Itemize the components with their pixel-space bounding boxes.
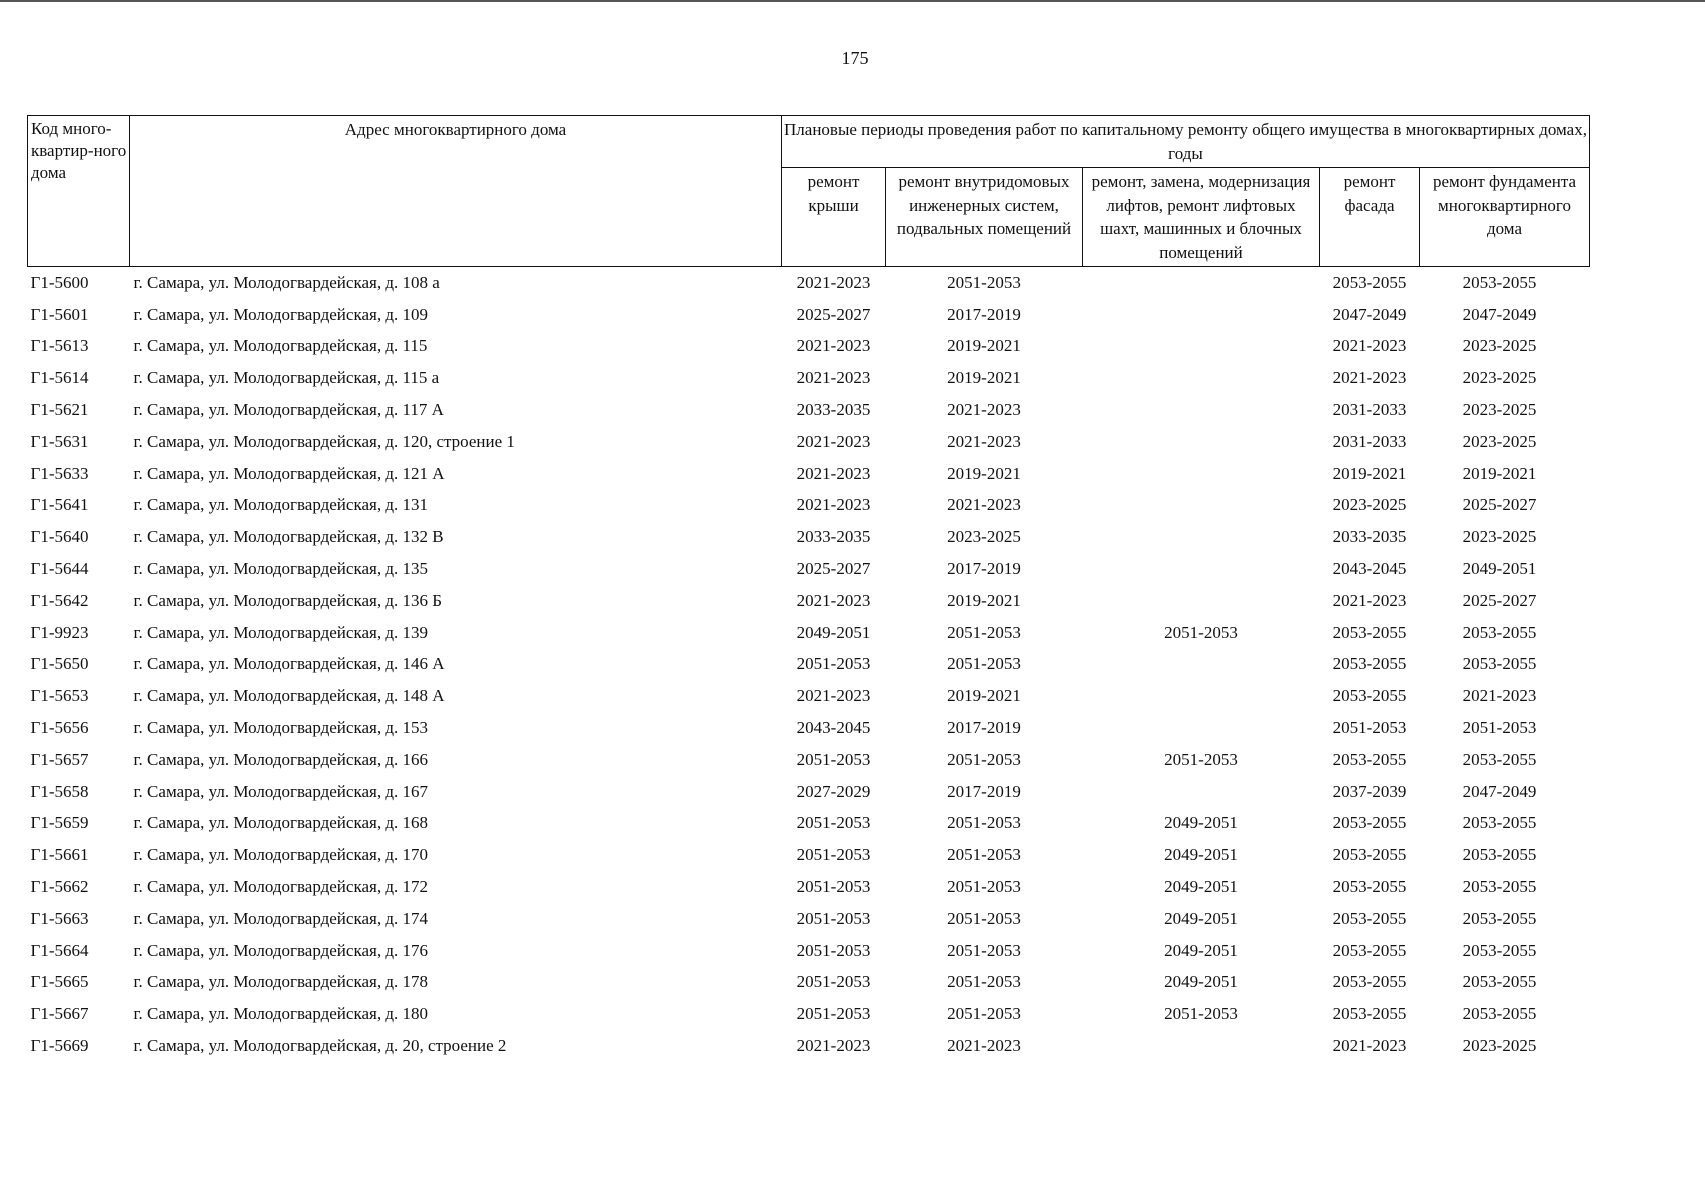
- table-row: [28, 617, 1590, 649]
- header-address: Адрес многоквартирного дома: [130, 116, 782, 267]
- cell-engineering: 2021-2023: [947, 1036, 1021, 1056]
- cell-foundation: 2023-2025: [1462, 431, 1537, 451]
- cell-code: Г1-5669: [30, 1036, 89, 1056]
- cell-facade: 2031-2033: [1332, 400, 1407, 420]
- cell-engineering: 2051-2053: [947, 845, 1021, 865]
- cell-address: г. Самара, ул. Молодогвардейская, д. 115 а: [133, 368, 440, 388]
- cell-address: г. Самара, ул. Молодогвардейская, д. 115: [133, 336, 428, 356]
- cell-address: г. Самара, ул. Молодогвардейская, д. 20, строение 2: [133, 1036, 507, 1056]
- cell-engineering: 2021-2023: [947, 495, 1021, 515]
- cell-facade: 2053-2055: [1332, 272, 1407, 292]
- cell-elevators: [1083, 553, 1320, 585]
- table-row: [28, 935, 1590, 967]
- cell-code: Г1-5657: [30, 749, 89, 769]
- cell-roof: 2025-2027: [796, 559, 871, 579]
- cell-code: Г1-5644: [30, 559, 89, 579]
- cell-engineering: 2051-2053: [947, 654, 1021, 674]
- cell-elevators: [1083, 458, 1320, 490]
- cell-elevators: 2049-2051: [1164, 908, 1238, 928]
- cell-address: г. Самара, ул. Молодогвардейская, д. 148 А: [133, 686, 445, 706]
- cell-address: г. Самара, ул. Молодогвардейская, д. 108 а: [133, 272, 440, 292]
- cell-foundation: 2023-2025: [1462, 527, 1537, 547]
- cell-roof: 2049-2051: [796, 622, 871, 642]
- cell-roof: 2021-2023: [796, 431, 871, 451]
- cell-elevators: [1083, 394, 1320, 426]
- cell-roof: 2051-2053: [796, 1004, 871, 1024]
- page-number: 175: [841, 48, 869, 68]
- cell-engineering: 2017-2019: [947, 559, 1021, 579]
- cell-facade: 2053-2055: [1332, 686, 1407, 706]
- table-row: [28, 744, 1590, 776]
- table-row: [28, 712, 1590, 744]
- cell-foundation: 2023-2025: [1462, 1036, 1537, 1056]
- header-foundation: ремонт фундамента многоквартирного дома: [1420, 168, 1590, 267]
- cell-roof: 2021-2023: [796, 336, 871, 356]
- cell-foundation: 2023-2025: [1462, 336, 1537, 356]
- table-row: [28, 776, 1590, 808]
- cell-engineering: 2051-2053: [947, 908, 1021, 928]
- cell-roof: 2033-2035: [796, 527, 871, 547]
- cell-address: г. Самара, ул. Молодогвардейская, д. 131: [133, 495, 428, 515]
- cell-address: г. Самара, ул. Молодогвардейская, д. 146 А: [133, 654, 445, 674]
- cell-facade: 2037-2039: [1332, 781, 1407, 801]
- cell-address: г. Самара, ул. Молодогвардейская, д. 121 А: [133, 463, 445, 483]
- cell-engineering: 2021-2023: [947, 431, 1021, 451]
- cell-code: Г1-5663: [30, 908, 89, 928]
- cell-facade: 2053-2055: [1332, 654, 1407, 674]
- cell-engineering: 2019-2021: [947, 686, 1021, 706]
- cell-facade: 2031-2033: [1332, 431, 1407, 451]
- header-engineering: ремонт внутридомовых инженерных систем, подвальных помещений: [886, 168, 1083, 267]
- cell-foundation: 2053-2055: [1462, 272, 1537, 292]
- cell-facade: 2053-2055: [1332, 622, 1407, 642]
- cell-address: г. Самара, ул. Молодогвардейская, д. 176: [133, 940, 428, 960]
- cell-facade: 2033-2035: [1332, 527, 1407, 547]
- cell-code: Г1-5600: [30, 272, 89, 292]
- cell-facade: 2023-2025: [1332, 495, 1407, 515]
- cell-roof: 2025-2027: [796, 304, 871, 324]
- cell-address: г. Самара, ул. Молодогвардейская, д. 153: [133, 718, 428, 738]
- cell-elevators: 2049-2051: [1164, 940, 1238, 960]
- cell-facade: 2053-2055: [1332, 813, 1407, 833]
- cell-elevators: [1083, 299, 1320, 331]
- cell-facade: 2021-2023: [1332, 590, 1407, 610]
- cell-roof: 2051-2053: [796, 877, 871, 897]
- table-row: [28, 394, 1590, 426]
- cell-code: Г1-5614: [30, 368, 89, 388]
- cell-elevators: [1083, 1030, 1320, 1062]
- cell-engineering: 2017-2019: [947, 718, 1021, 738]
- header-row-top: [28, 116, 1590, 168]
- table-row: [28, 267, 1590, 299]
- cell-code: Г1-5621: [30, 400, 89, 420]
- cell-facade: 2053-2055: [1332, 845, 1407, 865]
- cell-facade: 2053-2055: [1332, 1004, 1407, 1024]
- cell-elevators: [1083, 267, 1320, 299]
- cell-foundation: 2053-2055: [1462, 813, 1537, 833]
- cell-engineering: 2017-2019: [947, 781, 1021, 801]
- cell-foundation: 2053-2055: [1462, 877, 1537, 897]
- cell-engineering: 2019-2021: [947, 463, 1021, 483]
- cell-engineering: 2051-2053: [947, 272, 1021, 292]
- cell-code: Г1-5664: [30, 940, 89, 960]
- cell-engineering: 2051-2053: [947, 877, 1021, 897]
- cell-code: Г1-5613: [30, 336, 89, 356]
- cell-facade: 2047-2049: [1332, 304, 1407, 324]
- cell-roof: 2051-2053: [796, 908, 871, 928]
- cell-engineering: 2051-2053: [947, 940, 1021, 960]
- cell-elevators: 2049-2051: [1164, 845, 1238, 865]
- cell-engineering: 2021-2023: [947, 400, 1021, 420]
- cell-code: Г1-5601: [30, 304, 89, 324]
- cell-roof: 2021-2023: [796, 686, 871, 706]
- table-row: [28, 585, 1590, 617]
- cell-code: Г1-5642: [30, 590, 89, 610]
- cell-elevators: [1083, 585, 1320, 617]
- cell-roof: 2021-2023: [796, 590, 871, 610]
- cell-elevators: 2049-2051: [1164, 972, 1238, 992]
- cell-address: г. Самара, ул. Молодогвардейская, д. 180: [133, 1004, 428, 1024]
- cell-foundation: 2023-2025: [1462, 368, 1537, 388]
- cell-engineering: 2051-2053: [947, 1004, 1021, 1024]
- cell-code: Г1-5667: [30, 1004, 89, 1024]
- cell-code: Г1-5662: [30, 877, 89, 897]
- header-elevators: ремонт, замена, модернизация лифтов, ремонт лифтовых шахт, машинных и блочных помещений: [1083, 168, 1320, 267]
- cell-engineering: 2019-2021: [947, 368, 1021, 388]
- cell-elevators: 2051-2053: [1164, 622, 1238, 642]
- cell-foundation: 2051-2053: [1462, 718, 1537, 738]
- cell-address: г. Самара, ул. Молодогвардейская, д. 117 А: [133, 400, 444, 420]
- cell-elevators: [1083, 776, 1320, 808]
- cell-facade: 2051-2053: [1332, 718, 1407, 738]
- cell-engineering: 2023-2025: [947, 527, 1021, 547]
- table-row: [28, 839, 1590, 871]
- table-row: [28, 458, 1590, 490]
- table-row: [28, 362, 1590, 394]
- cell-code: Г1-5641: [30, 495, 89, 515]
- header-code: Код много-квартир-ного дома: [28, 116, 130, 267]
- cell-engineering: 2051-2053: [947, 622, 1021, 642]
- cell-facade: 2053-2055: [1332, 940, 1407, 960]
- cell-facade: 2053-2055: [1332, 749, 1407, 769]
- cell-foundation: 2049-2051: [1462, 559, 1537, 579]
- cell-foundation: 2053-2055: [1462, 654, 1537, 674]
- cell-foundation: 2053-2055: [1462, 845, 1537, 865]
- cell-elevators: [1083, 331, 1320, 363]
- cell-elevators: [1083, 521, 1320, 553]
- cell-elevators: [1083, 426, 1320, 458]
- cell-foundation: 2023-2025: [1462, 400, 1537, 420]
- table-row: [28, 649, 1590, 681]
- cell-elevators: 2051-2053: [1164, 749, 1238, 769]
- cell-code: Г1-5653: [30, 686, 89, 706]
- cell-roof: 2051-2053: [796, 940, 871, 960]
- cell-elevators: [1083, 680, 1320, 712]
- cell-engineering: 2051-2053: [947, 749, 1021, 769]
- table-row: [28, 553, 1590, 585]
- cell-facade: 2021-2023: [1332, 1036, 1407, 1056]
- cell-engineering: 2017-2019: [947, 304, 1021, 324]
- cell-elevators: 2051-2053: [1164, 1004, 1238, 1024]
- top-rule: [0, 0, 1705, 2]
- cell-address: г. Самара, ул. Молодогвардейская, д. 135: [133, 559, 428, 579]
- cell-foundation: 2047-2049: [1462, 304, 1537, 324]
- cell-roof: 2051-2053: [796, 813, 871, 833]
- cell-address: г. Самара, ул. Молодогвардейская, д. 170: [133, 845, 428, 865]
- cell-foundation: 2053-2055: [1462, 972, 1537, 992]
- cell-address: г. Самара, ул. Молодогвардейская, д. 139: [133, 622, 428, 642]
- cell-roof: 2051-2053: [796, 845, 871, 865]
- cell-facade: 2043-2045: [1332, 559, 1407, 579]
- cell-foundation: 2053-2055: [1462, 749, 1537, 769]
- table-row: [28, 808, 1590, 840]
- cell-code: Г1-5665: [30, 972, 89, 992]
- cell-address: г. Самара, ул. Молодогвардейская, д. 132 В: [133, 527, 444, 547]
- cell-code: Г1-9923: [30, 622, 89, 642]
- table-row: [28, 1030, 1590, 1062]
- cell-foundation: 2053-2055: [1462, 1004, 1537, 1024]
- table-body: [28, 267, 1590, 1062]
- cell-roof: 2051-2053: [796, 654, 871, 674]
- cell-address: г. Самара, ул. Молодогвардейская, д. 166: [133, 749, 428, 769]
- cell-engineering: 2019-2021: [947, 590, 1021, 610]
- cell-address: г. Самара, ул. Молодогвардейская, д. 178: [133, 972, 428, 992]
- cell-facade: 2021-2023: [1332, 368, 1407, 388]
- cell-elevators: 2049-2051: [1164, 877, 1238, 897]
- cell-address: г. Самара, ул. Молодогвардейская, д. 120, строение 1: [133, 431, 515, 451]
- cell-code: Г1-5656: [30, 718, 89, 738]
- table-row: [28, 331, 1590, 363]
- table-row: [28, 871, 1590, 903]
- cell-roof: 2021-2023: [796, 272, 871, 292]
- table-row: [28, 680, 1590, 712]
- cell-roof: 2021-2023: [796, 1036, 871, 1056]
- cell-code: Г1-5640: [30, 527, 89, 547]
- cell-foundation: 2025-2027: [1462, 495, 1537, 515]
- cell-roof: 2051-2053: [796, 749, 871, 769]
- cell-engineering: 2051-2053: [947, 972, 1021, 992]
- cell-address: г. Самара, ул. Молодогвардейская, д. 109: [133, 304, 428, 324]
- table-row: [28, 998, 1590, 1030]
- cell-elevators: [1083, 649, 1320, 681]
- cell-address: г. Самара, ул. Молодогвардейская, д. 174: [133, 908, 428, 928]
- cell-elevators: [1083, 490, 1320, 522]
- cell-engineering: 2019-2021: [947, 336, 1021, 356]
- cell-code: Г1-5661: [30, 845, 89, 865]
- cell-foundation: 2053-2055: [1462, 908, 1537, 928]
- cell-code: Г1-5631: [30, 431, 89, 451]
- cell-engineering: 2051-2053: [947, 813, 1021, 833]
- cell-facade: 2053-2055: [1332, 908, 1407, 928]
- cell-address: г. Самара, ул. Молодогвардейская, д. 172: [133, 877, 428, 897]
- cell-code: Г1-5650: [30, 654, 89, 674]
- cell-code: Г1-5658: [30, 781, 89, 801]
- cell-roof: 2021-2023: [796, 495, 871, 515]
- table-row: [28, 521, 1590, 553]
- table-row: [28, 490, 1590, 522]
- header-periods-group: Плановые периоды проведения работ по капитальному ремонту общего имущества в многоквартирных домах, годы: [782, 116, 1590, 168]
- header-facade: ремонт фасада: [1320, 168, 1420, 267]
- repair-schedule-table: [27, 115, 1590, 1062]
- table-row: [28, 299, 1590, 331]
- cell-facade: 2053-2055: [1332, 972, 1407, 992]
- cell-roof: 2027-2029: [796, 781, 871, 801]
- cell-foundation: 2053-2055: [1462, 940, 1537, 960]
- cell-facade: 2019-2021: [1332, 463, 1407, 483]
- cell-foundation: 2053-2055: [1462, 622, 1537, 642]
- cell-elevators: [1083, 712, 1320, 744]
- cell-roof: 2021-2023: [796, 463, 871, 483]
- cell-facade: 2053-2055: [1332, 877, 1407, 897]
- cell-roof: 2033-2035: [796, 400, 871, 420]
- cell-foundation: 2021-2023: [1462, 686, 1537, 706]
- cell-elevators: [1083, 362, 1320, 394]
- cell-code: Г1-5633: [30, 463, 89, 483]
- table-row: [28, 967, 1590, 999]
- cell-code: Г1-5659: [30, 813, 89, 833]
- cell-address: г. Самара, ул. Молодогвардейская, д. 168: [133, 813, 428, 833]
- table-row: [28, 903, 1590, 935]
- cell-roof: 2021-2023: [796, 368, 871, 388]
- cell-roof: 2043-2045: [796, 718, 871, 738]
- cell-roof: 2051-2053: [796, 972, 871, 992]
- cell-address: г. Самара, ул. Молодогвардейская, д. 136 Б: [133, 590, 442, 610]
- table-row: [28, 426, 1590, 458]
- cell-address: г. Самара, ул. Молодогвардейская, д. 167: [133, 781, 428, 801]
- cell-foundation: 2025-2027: [1462, 590, 1537, 610]
- cell-foundation: 2047-2049: [1462, 781, 1537, 801]
- header-roof: ремонт крыши: [782, 168, 886, 267]
- cell-elevators: 2049-2051: [1164, 813, 1238, 833]
- cell-foundation: 2019-2021: [1462, 463, 1537, 483]
- cell-facade: 2021-2023: [1332, 336, 1407, 356]
